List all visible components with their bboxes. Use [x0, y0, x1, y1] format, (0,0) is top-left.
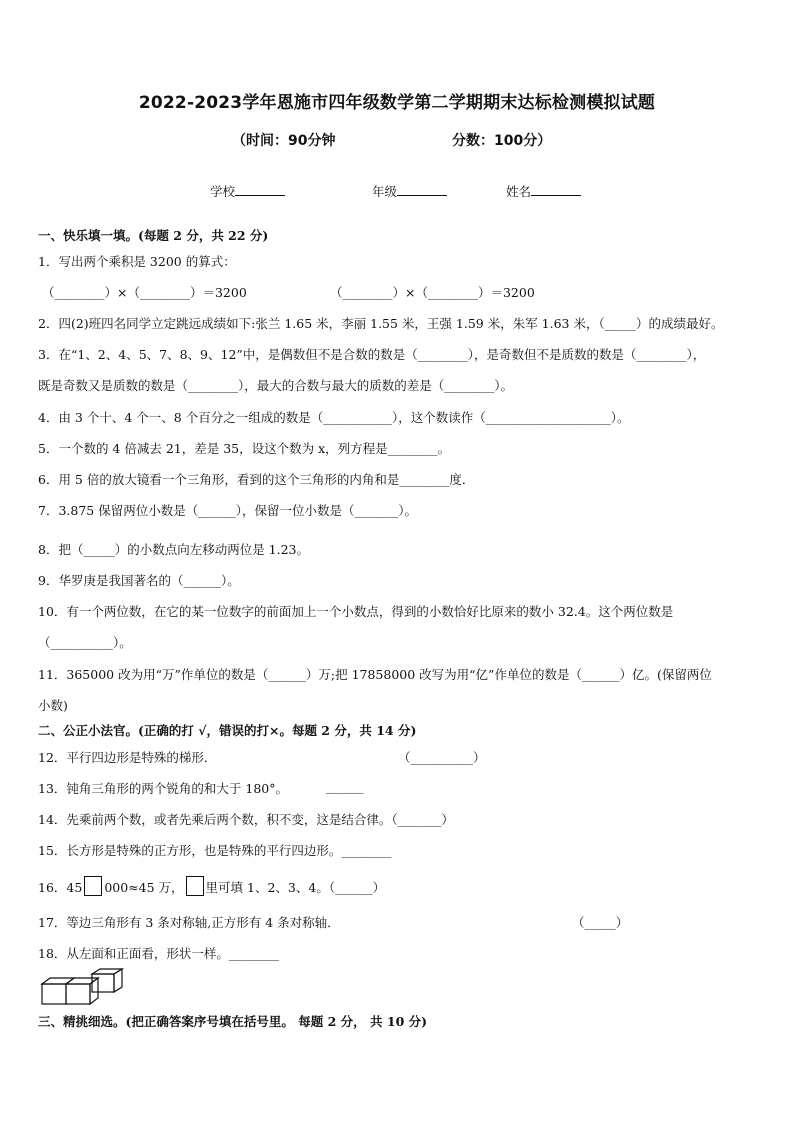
grade-blank [397, 183, 447, 196]
school-label: 学校 [210, 184, 236, 199]
question-7: 7．3.875 保留两位小数是（______），保留一位小数是（_______）。 [38, 503, 417, 518]
name-blank [531, 183, 581, 196]
question-12-blank: （__________） [398, 750, 486, 765]
question-18: 18．从左面和正面看，形状一样。________ [38, 946, 279, 961]
school-blank [235, 183, 285, 196]
question-16-part-b: 000≈45 万， [104, 880, 184, 895]
digit-box [186, 876, 204, 896]
question-10-line-1: 10．有一个两位数，在它的某一位数字的前面加上一个小数点，得到的小数恰好比原来的数小 32.4。这个两位数是 [38, 604, 674, 619]
page-title: 2022-2023学年恩施市四年级数学第二学期期末达标检测模拟试题 [138, 93, 656, 113]
section-3-heading: 三、精挑细选。(把正确答案序号填在括号里。 每题 2 分， 共 10 分) [38, 1014, 428, 1029]
question-9: 9．华罗庚是我国著名的（______）。 [38, 573, 240, 588]
question-1: 1．写出两个乘积是 3200 的算式： [38, 254, 236, 269]
name-field [506, 182, 581, 200]
question-16-part-c: 里可填 1、2、3、4。（______） [205, 880, 386, 895]
grade-field [372, 182, 447, 200]
question-4: 4．由 3 个十、4 个一、8 个百分之一组成的数是（___________），这个数读作（____________________）。 [38, 410, 630, 425]
question-12: 12．平行四边形是特殊的梯形． [38, 750, 217, 765]
question-10-line-2: （__________）。 [38, 635, 132, 650]
question-2: 2．四(2)班四名同学立定跳远成绩如下:张兰 1.65 米，李丽 1.55 米，王强 1.59 米，朱军 1.63 米，（_____）的成绩最好。 [38, 316, 724, 331]
question-1-expression-a: （________）×（________）＝3200 [42, 285, 247, 300]
question-5: 5．一个数的 4 倍减去 21，差是 35，设这个数为 x，列方程是________。 [38, 441, 451, 456]
question-17: 17．等边三角形有 3 条对称轴,正方形有 4 条对称轴． [38, 915, 340, 930]
question-3-line-2: 既是奇数又是质数的数是（________），最大的合数与最大的质数的差是（________）。 [38, 378, 514, 393]
cube-figure [40, 968, 130, 1008]
question-16-part-a: 16．45 [38, 880, 83, 895]
question-6: 6．用 5 倍的放大镜看一个三角形，看到的这个三角形的内角和是________度． [38, 472, 475, 487]
digit-box [84, 876, 102, 896]
name-label: 姓名 [506, 184, 532, 199]
question-3-line-1: 3．在“1、2、4、5、7、8、9、12”中，是偶数但不是合数的数是（________），是奇数但不是质数的数是（________）， [38, 347, 706, 362]
score-label: 分数：100分） [452, 133, 552, 149]
question-1-expression-b: （________）×（________）＝3200 [330, 285, 535, 300]
grade-label: 年级 [372, 184, 398, 199]
question-17-blank: （_____） [572, 915, 629, 930]
question-13-blank: ______ [326, 779, 364, 794]
question-14: 14．先乘前两个数，或者先乘后两个数，积不变，这是结合律。（_______） [38, 812, 454, 827]
question-8: 8．把（_____）的小数点向左移动两位是 1.23。 [38, 542, 310, 557]
question-13: 13．钝角三角形的两个锐角的和大于 180°。 [38, 781, 288, 796]
section-1-heading: 一、快乐填一填。(每题 2 分，共 22 分) [38, 228, 269, 243]
section-2-heading: 二、公正小法官。(正确的打 √，错误的打×。每题 2 分，共 14 分) [38, 723, 417, 738]
question-16 [38, 876, 385, 896]
time-label: （时间：90分钟 [232, 133, 336, 149]
question-11-line-1: 11．365000 改为用“万”作单位的数是（______）万;把 17858000 改写为用“亿”作单位的数是（______）亿。(保留两位 [38, 667, 712, 682]
question-11-line-2: 小数) [38, 698, 68, 713]
school-field [210, 182, 285, 200]
question-15: 15．长方形是特殊的正方形，也是特殊的平行四边形。________ [38, 843, 392, 858]
